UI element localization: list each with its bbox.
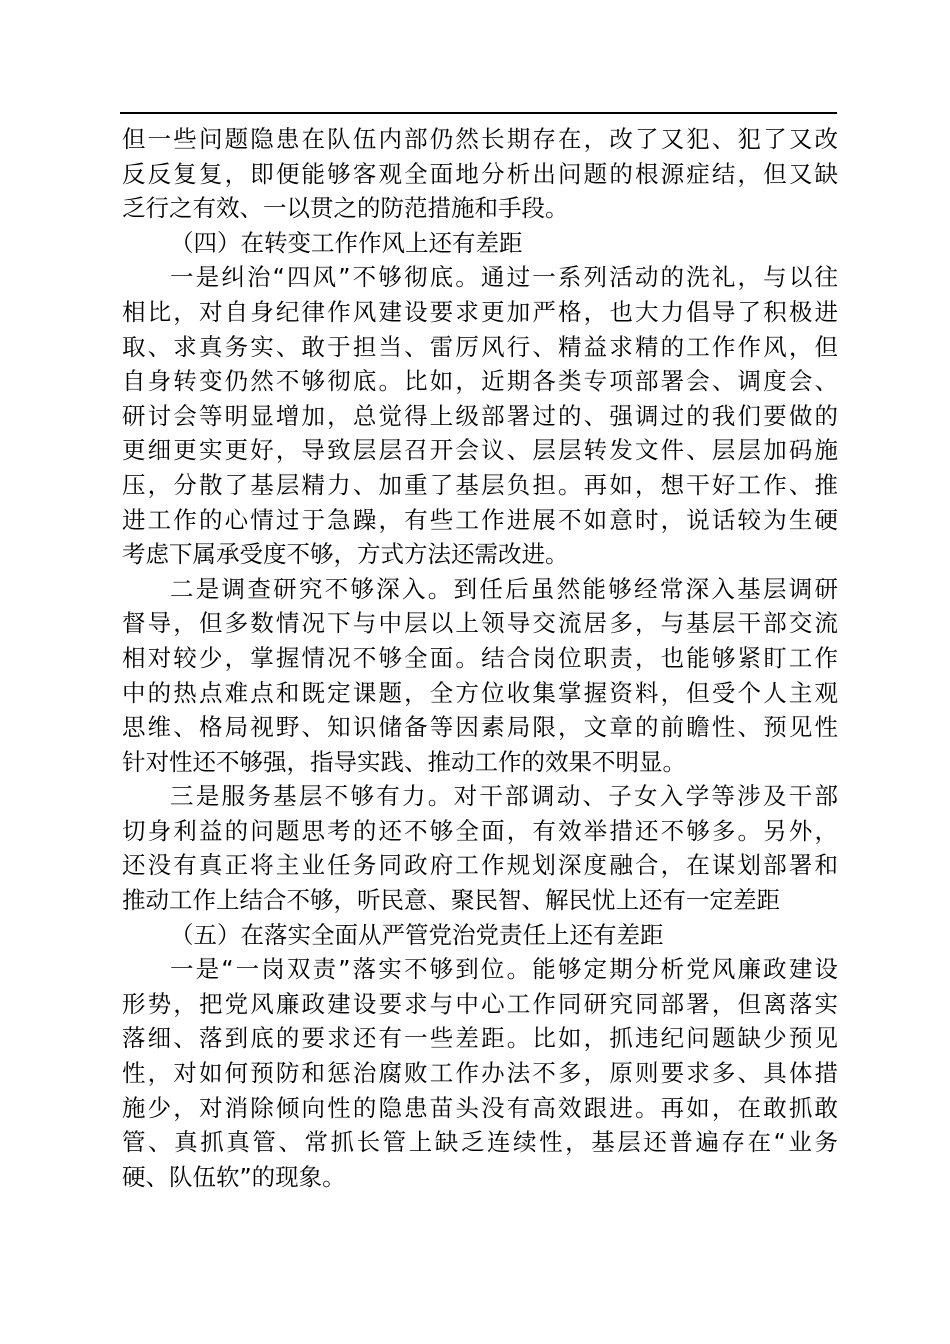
text-line: 推动工作上结合不够，听民意、聚民智、解民忧上还有一定差距 bbox=[122, 886, 780, 915]
text-line: 考虑下属承受度不够，方式方法还需改进。 bbox=[122, 540, 569, 569]
text-line: 还没有真正将主业任务同政府工作规划深度融合，在谋划部署和 bbox=[122, 851, 838, 880]
text-line: 相比，对自身纪律作风建设要求更加严格，也大力倡导了积极进 bbox=[122, 297, 838, 326]
section-heading bbox=[122, 226, 838, 261]
paragraph bbox=[122, 952, 838, 1194]
text-line: 施少，对消除倾向性的隐患苗头没有高效跟进。再如，在敢抓敢 bbox=[122, 1093, 838, 1122]
text-line: 三是服务基层不够有力。对干部调动、子女入学等涉及干部 bbox=[170, 782, 838, 811]
text-line: 研讨会等明显增加，总觉得上级部署过的、强调过的我们要做的 bbox=[122, 401, 838, 430]
text-line: 二是调查研究不够深入。到任后虽然能够经常深入基层调研 bbox=[170, 574, 838, 603]
text-line: 切身利益的问题思考的还不够全面，有效举措还不够多。另外， bbox=[122, 816, 838, 845]
paragraph bbox=[122, 779, 838, 917]
text-line: 管、真抓真管、常抓长管上缺乏连续性，基层还普遍存在“业务 bbox=[122, 1128, 838, 1157]
text-line: 硬、队伍软”的现象。 bbox=[122, 1162, 346, 1191]
paragraph bbox=[122, 572, 838, 780]
document-body bbox=[122, 122, 838, 1194]
text-line: 更细更实更好，导致层层召开会议、层层转发文件、层层加码施 bbox=[122, 436, 838, 465]
text-line: 但一些问题隐患在队伍内部仍然长期存在，改了又犯、犯了又改 bbox=[122, 125, 838, 153]
section-heading bbox=[122, 918, 838, 953]
text-line: 反反复复，即便能够客观全面地分析出问题的根源症结，但又缺 bbox=[122, 159, 838, 188]
text-line: 中的热点难点和既定课题，全方位收集掌握资料，但受个人主观 bbox=[122, 678, 838, 707]
text-line: 自身转变仍然不够彻底。比如，近期各类专项部署会、调度会、 bbox=[122, 367, 838, 396]
paragraph bbox=[122, 260, 838, 571]
text-line: 一是纠治“四风”不够彻底。通过一系列活动的洗礼，与以往 bbox=[170, 263, 838, 292]
text-line: 督导，但多数情况下与中层以上领导交流居多，与基层干部交流 bbox=[122, 609, 838, 638]
text-line: 性，对如何预防和惩治腐败工作办法不多，原则要求多、具体措 bbox=[122, 1059, 838, 1088]
text-line: 进工作的心情过于急躁，有些工作进展不如意时，说话较为生硬 bbox=[122, 505, 838, 534]
text-line: 取、求真务实、敢于担当、雷厉风行、精益求精的工作作风，但 bbox=[122, 332, 838, 361]
text-line: 形势，把党风廉政建设要求与中心工作同研究同部署，但离落实 bbox=[122, 989, 838, 1018]
text-line: 一是“一岗双责”落实不够到位。能够定期分析党风廉政建设 bbox=[170, 955, 838, 984]
text-line: 压，分散了基层精力、加重了基层负担。再如，想干好工作、推 bbox=[122, 470, 838, 499]
text-line: 落细、落到底的要求还有一些差距。比如，抓违纪问题缺少预见 bbox=[122, 1024, 838, 1053]
heading-text: （四）在转变工作作风上还有差距 bbox=[170, 228, 523, 257]
paragraph bbox=[122, 122, 838, 226]
heading-text: （五）在落实全面从严管党治党责任上还有差距 bbox=[170, 920, 664, 949]
text-line: 针对性还不够强，指导实践、推动工作的效果不明显。 bbox=[122, 747, 686, 776]
header-rule bbox=[120, 112, 837, 114]
text-line: 思维、格局视野、知识储备等因素局限，文章的前瞻性、预见性 bbox=[122, 713, 838, 742]
text-line: 乏行之有效、一以贯之的防范措施和手段。 bbox=[122, 194, 569, 223]
text-line: 相对较少，掌握情况不够全面。结合岗位职责，也能够紧盯工作 bbox=[122, 643, 838, 672]
